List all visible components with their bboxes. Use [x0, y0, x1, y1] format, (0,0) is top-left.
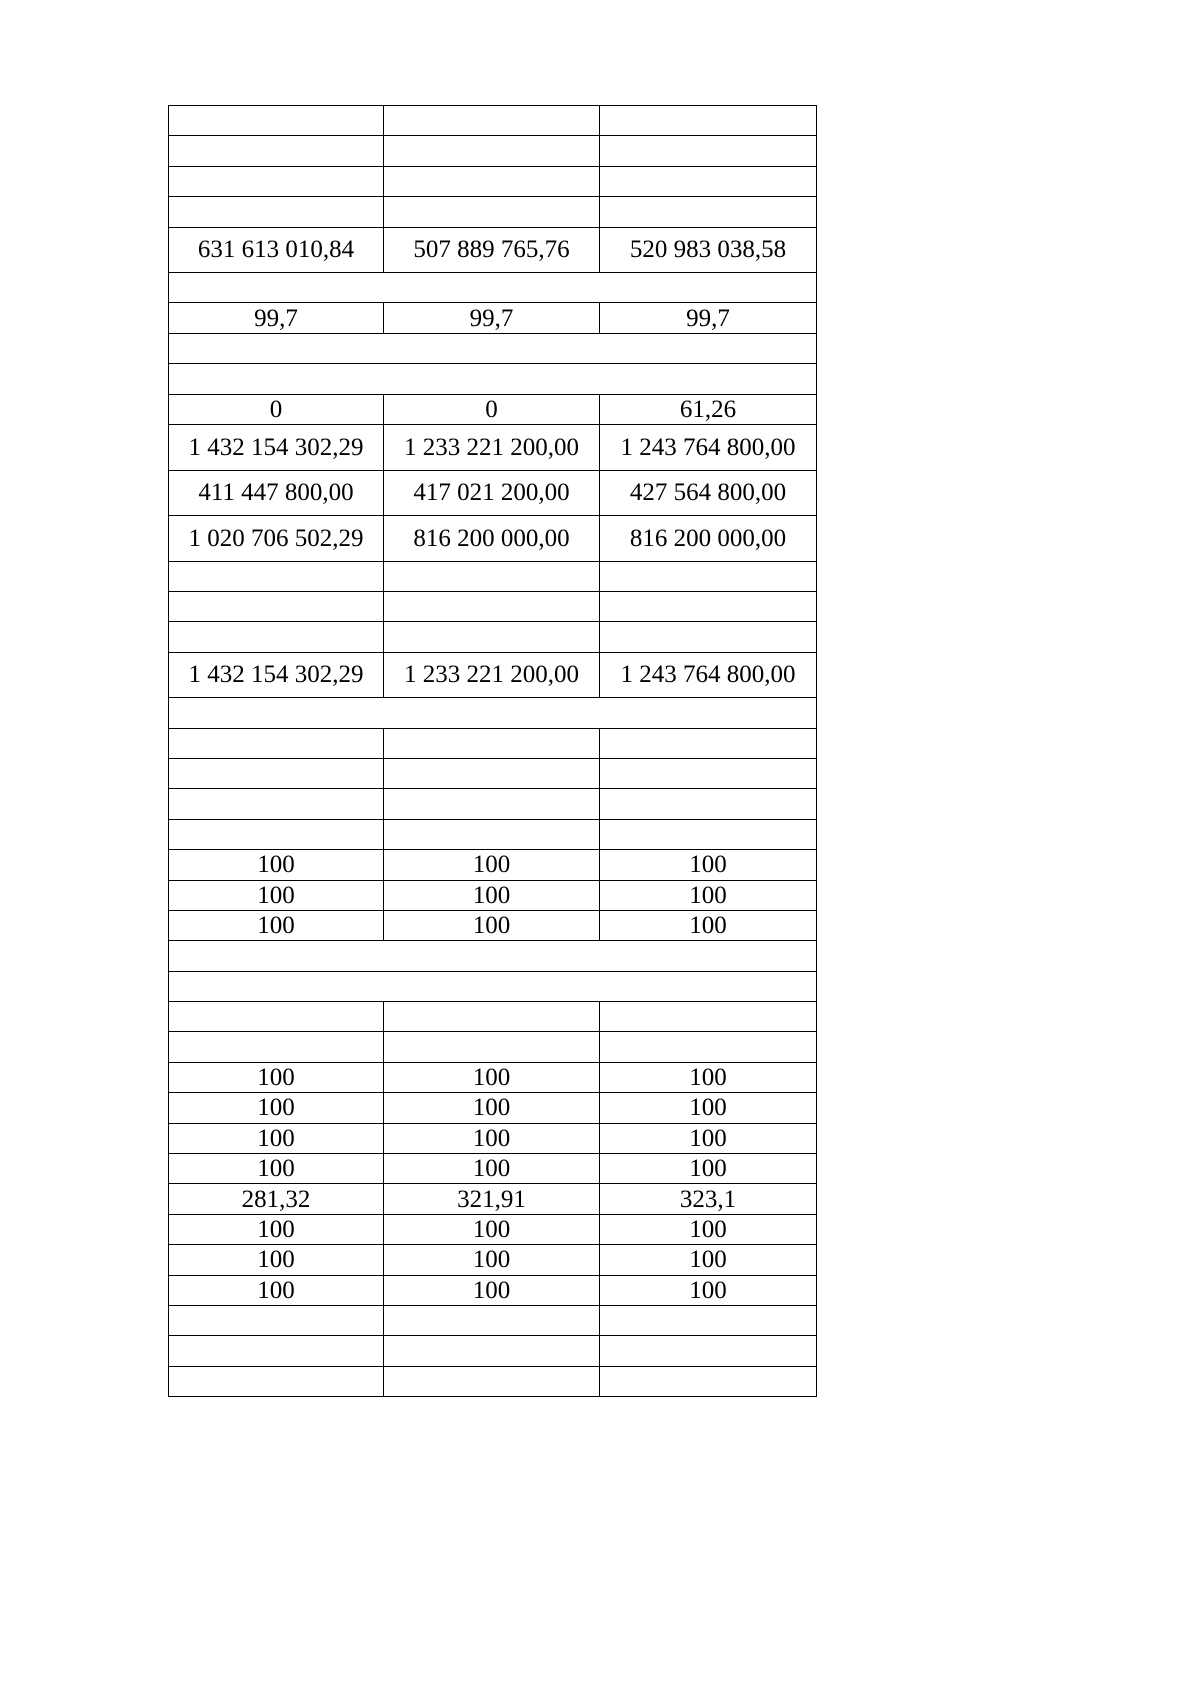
table-row — [169, 333, 817, 363]
table-cell — [600, 197, 817, 227]
table-cell: 100 — [384, 1275, 600, 1305]
table-cell: 100 — [169, 1093, 384, 1123]
table-row — [169, 880, 817, 910]
table-cell — [169, 622, 384, 652]
table-cell — [169, 561, 384, 591]
table-cell — [600, 819, 817, 849]
table-row — [169, 516, 817, 562]
table-cell: 100 — [384, 880, 600, 910]
table-cell — [169, 1336, 384, 1366]
table-cell — [384, 561, 600, 591]
table-row — [169, 470, 817, 516]
table-cell: 631 613 010,84 — [169, 227, 384, 273]
table-cell: 100 — [600, 1062, 817, 1092]
table-cell — [384, 819, 600, 849]
table-cell — [384, 789, 600, 819]
table-cell: 323,1 — [600, 1184, 817, 1214]
table-cell — [600, 136, 817, 166]
table-cell — [384, 1032, 600, 1062]
table-cell: 0 — [169, 394, 384, 424]
table-row — [169, 166, 817, 196]
merged-cell — [169, 698, 817, 728]
table-cell: 100 — [600, 1214, 817, 1244]
table-cell: 100 — [169, 1123, 384, 1153]
table-row — [169, 1366, 817, 1396]
table-row — [169, 1275, 817, 1305]
table-row — [169, 758, 817, 788]
table-cell — [384, 728, 600, 758]
table-cell: 100 — [384, 1062, 600, 1092]
table-row — [169, 394, 817, 424]
table-cell: 1 020 706 502,29 — [169, 516, 384, 562]
table-row — [169, 425, 817, 471]
table-cell — [169, 1306, 384, 1336]
table-cell — [169, 166, 384, 196]
table-cell: 1 432 154 302,29 — [169, 652, 384, 698]
table-cell — [600, 758, 817, 788]
table-cell: 100 — [169, 850, 384, 880]
table-cell: 1 243 764 800,00 — [600, 425, 817, 471]
merged-cell — [169, 941, 817, 971]
table-cell — [384, 1336, 600, 1366]
table-cell: 100 — [600, 1154, 817, 1184]
table-cell — [169, 1032, 384, 1062]
table-cell: 100 — [384, 1154, 600, 1184]
table-cell: 100 — [169, 880, 384, 910]
table-cell: 427 564 800,00 — [600, 470, 817, 516]
table-cell — [384, 136, 600, 166]
table-body — [169, 106, 817, 1397]
table-row — [169, 698, 817, 728]
merged-cell — [169, 273, 817, 303]
table-cell: 100 — [169, 1062, 384, 1092]
table-cell — [600, 561, 817, 591]
table-cell: 520 983 038,58 — [600, 227, 817, 273]
table-row — [169, 1062, 817, 1092]
table-cell: 100 — [384, 910, 600, 940]
merged-cell — [169, 971, 817, 1001]
table-cell — [384, 197, 600, 227]
table-cell: 507 889 765,76 — [384, 227, 600, 273]
table-cell: 281,32 — [169, 1184, 384, 1214]
table-cell: 100 — [169, 910, 384, 940]
table-cell: 100 — [169, 1154, 384, 1184]
table-cell: 100 — [600, 850, 817, 880]
table-row — [169, 971, 817, 1001]
table-row — [169, 1306, 817, 1336]
table-row — [169, 789, 817, 819]
table-cell — [169, 1002, 384, 1032]
table-cell — [384, 1366, 600, 1396]
table-row — [169, 591, 817, 621]
table-cell: 100 — [600, 1245, 817, 1275]
table-cell — [169, 197, 384, 227]
table-cell — [600, 1032, 817, 1062]
table-row — [169, 1154, 817, 1184]
table-cell: 100 — [384, 1245, 600, 1275]
table-row — [169, 197, 817, 227]
table-row — [169, 819, 817, 849]
table-cell — [169, 758, 384, 788]
table-cell: 1 233 221 200,00 — [384, 425, 600, 471]
table-cell: 100 — [600, 1123, 817, 1153]
table-row — [169, 1032, 817, 1062]
table-row — [169, 106, 817, 136]
table-cell — [169, 1366, 384, 1396]
table-cell — [169, 136, 384, 166]
table-row — [169, 303, 817, 333]
merged-cell — [169, 364, 817, 394]
table-row — [169, 941, 817, 971]
table-cell: 100 — [384, 1214, 600, 1244]
table-row — [169, 1336, 817, 1366]
table-cell: 99,7 — [169, 303, 384, 333]
table-cell — [384, 106, 600, 136]
table-cell — [169, 789, 384, 819]
table-cell — [384, 1306, 600, 1336]
data-table — [168, 105, 817, 1397]
table-cell — [169, 728, 384, 758]
table-cell — [600, 1336, 817, 1366]
table-row — [169, 622, 817, 652]
table-cell — [384, 758, 600, 788]
table-row — [169, 1093, 817, 1123]
table-cell: 411 447 800,00 — [169, 470, 384, 516]
table-cell — [600, 728, 817, 758]
table-cell: 100 — [600, 1093, 817, 1123]
table-cell — [384, 1002, 600, 1032]
table-row — [169, 1214, 817, 1244]
table-cell — [600, 591, 817, 621]
table-cell: 61,26 — [600, 394, 817, 424]
table-row — [169, 136, 817, 166]
table-cell: 321,91 — [384, 1184, 600, 1214]
table-cell — [384, 166, 600, 196]
table-cell: 100 — [169, 1214, 384, 1244]
table-cell — [384, 591, 600, 621]
table-cell: 100 — [600, 910, 817, 940]
table-cell: 100 — [600, 1275, 817, 1305]
table-cell — [600, 1366, 817, 1396]
table-cell: 0 — [384, 394, 600, 424]
table-cell: 816 200 000,00 — [600, 516, 817, 562]
table-row — [169, 273, 817, 303]
table-cell: 100 — [384, 1123, 600, 1153]
table-cell — [600, 166, 817, 196]
table-cell: 816 200 000,00 — [384, 516, 600, 562]
table-row — [169, 364, 817, 394]
table-cell: 99,7 — [600, 303, 817, 333]
table-cell: 100 — [384, 850, 600, 880]
table-cell: 99,7 — [384, 303, 600, 333]
table-cell — [600, 622, 817, 652]
table-row — [169, 561, 817, 591]
table-row — [169, 1245, 817, 1275]
table-cell: 100 — [169, 1275, 384, 1305]
table-cell — [600, 789, 817, 819]
table-row — [169, 652, 817, 698]
table-cell: 100 — [600, 880, 817, 910]
table-row — [169, 850, 817, 880]
table-cell: 417 021 200,00 — [384, 470, 600, 516]
table-row — [169, 728, 817, 758]
table-cell — [600, 106, 817, 136]
merged-cell — [169, 333, 817, 363]
table-cell: 1 243 764 800,00 — [600, 652, 817, 698]
table-cell — [600, 1002, 817, 1032]
table-row — [169, 1123, 817, 1153]
table-cell: 100 — [384, 1093, 600, 1123]
table-cell — [169, 106, 384, 136]
table-cell: 1 432 154 302,29 — [169, 425, 384, 471]
table-row — [169, 227, 817, 273]
table-cell: 1 233 221 200,00 — [384, 652, 600, 698]
table-row — [169, 1002, 817, 1032]
table-cell — [169, 819, 384, 849]
table-cell — [600, 1306, 817, 1336]
table-row — [169, 910, 817, 940]
table-cell — [384, 622, 600, 652]
table-cell: 100 — [169, 1245, 384, 1275]
table-cell — [169, 591, 384, 621]
table-row — [169, 1184, 817, 1214]
